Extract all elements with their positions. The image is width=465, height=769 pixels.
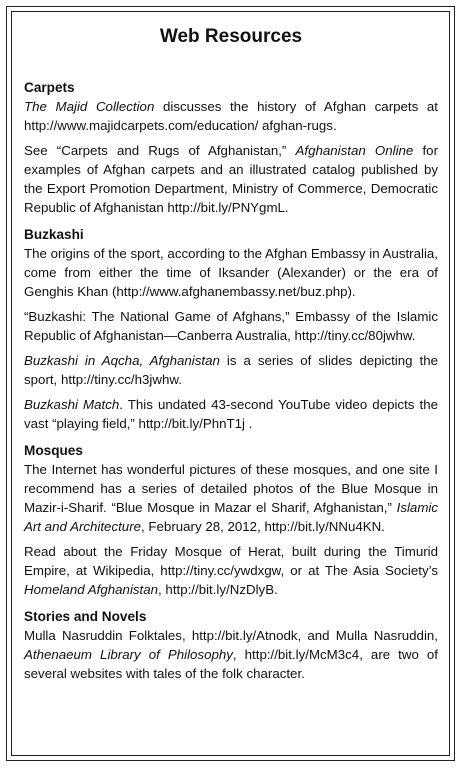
paragraph-text: for examples of Afghan carpets and an illustrated catalog published by the Export Promotion Department, Ministry of Commerce, Democratic Republic of Afghanistan http://bit.ly/PNYgmL. [24,143,438,215]
resource-paragraph [24,626,438,683]
resource-paragraph [24,97,438,135]
paragraph-text: , http://bit.ly/NzDlyB. [158,582,278,597]
section-stories-and-novels [24,607,438,683]
paragraph-text: The Internet has wonderful pictures of these mosques, and one site I recommend has a series of detailed photos of the Blue Mosque in Mazir-i-Sharif. “Blue Mosque in Mazar el Sharif, Afghanistan,” [24,462,438,515]
resource-paragraph [24,307,438,345]
resources-box-outer [6,6,455,761]
section-carpets [24,78,438,217]
resource-paragraph [24,395,438,433]
section-heading: Stories and Novels [24,609,147,624]
paragraph-text: , http://bit.ly/McM3c4, are two of several websites with tales of the folk character. [24,647,438,681]
resource-title-italic: Homeland Afghanistan [24,582,159,597]
resource-paragraph [24,141,438,217]
paragraph-text: See “Carpets and Rugs of Afghanistan,” [24,143,296,158]
resource-paragraph [24,542,438,599]
paragraph-text: is a series of slides depicting the sport, http://tiny.cc/h3jwhw. [24,353,439,387]
resource-title-italic: The Majid Collection [24,99,155,114]
section-heading: Buzkashi [24,227,84,242]
paragraph-text: “Buzkashi: The National Game of Afghans,” Embassy of the Islamic Republic of Afghanistan—Canberra Australia, http://tiny.cc/80jwhw. [24,309,438,343]
section-heading: Carpets [24,80,75,95]
paragraph-text: Read about the Friday Mosque of Herat, built during the Timurid Empire, at Wikipedia, http://tiny.cc/ywdxgw, or at The Asia Society’s [24,544,438,578]
resource-title-italic: Buzkashi in Aqcha, Afghanistan [24,353,220,368]
paragraph-text: . This undated 43-second YouTube video depicts the vast “playing field,” http://bit.ly/PhnT1j . [24,397,438,431]
section-buzkashi [24,225,438,433]
paragraph-text: , February 28, 2012, http://bit.ly/NNu4KN. [141,519,385,534]
resource-paragraph [24,460,438,536]
paragraph-text: The origins of the sport, according to the Afghan Embassy in Australia, come from either the time of Iksander (Alexander) or the era of Genghis Khan (http://www.afghanembassy.net/buz.php). [24,246,438,299]
resource-title-italic: Buzkashi Match [24,397,120,412]
resources-box-inner [11,11,450,756]
sections-container [24,78,438,683]
resource-title-italic: Athenaeum Library of Philosophy [24,647,233,662]
page-title: Web Resources [159,26,303,47]
resource-paragraph [24,244,438,301]
resource-title-italic: Afghanistan Online [295,143,414,158]
section-mosques [24,441,438,599]
section-heading: Mosques [24,443,83,458]
paragraph-text: discusses the history of Afghan carpets at http://www.majidcarpets.com/education/ afghan-rugs. [24,99,438,133]
resource-paragraph [24,351,438,389]
resource-title-italic: Islamic Art and Architecture [24,500,438,534]
paragraph-text: Mulla Nasruddin Folktales, http://bit.ly/Atnodk, and Mulla Nasruddin, [24,628,438,643]
